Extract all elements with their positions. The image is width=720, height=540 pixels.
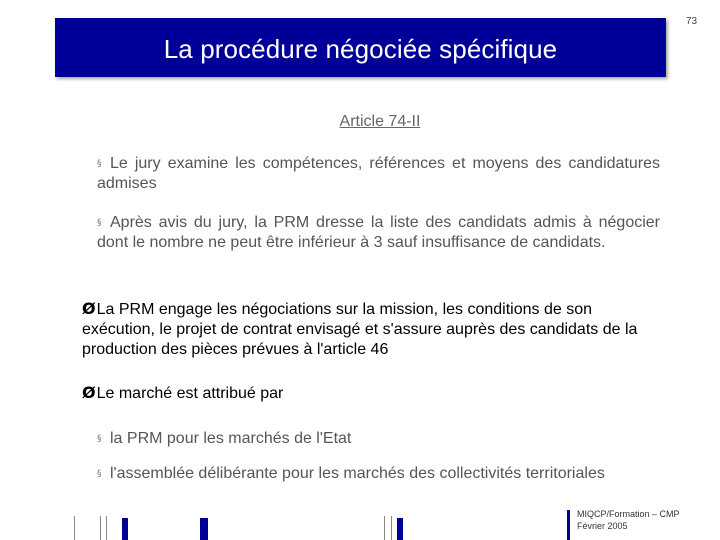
footer-organisation: MIQCP/Formation – CMP xyxy=(577,509,680,519)
page-number: 73 xyxy=(686,16,698,27)
sub-bullet-state-markets xyxy=(97,429,660,449)
section-bullet-icon: § xyxy=(97,434,102,444)
sub-bullet-jury-examines xyxy=(97,154,660,194)
section-bullet-icon: § xyxy=(97,469,102,479)
section-bullet-icon: § xyxy=(97,159,102,169)
footer-divider xyxy=(384,516,385,540)
sub-bullet-local-authorities xyxy=(97,464,660,484)
footer-date: Février 2005 xyxy=(577,521,628,531)
section-bullet-icon: § xyxy=(97,218,102,228)
main-bullet-negotiations xyxy=(82,299,660,360)
main-bullet-text: La PRM engage les négociations sur la mission, les conditions de son exécution, le projet de contrat envisagé et s'assure auprès des candidats de la production des pièces prévues à l'article 46 xyxy=(82,301,638,358)
main-bullet-awarded-by xyxy=(82,383,660,404)
sub-bullet-text: Après avis du jury, la PRM dresse la liste des candidats admis à négocier dont le nombre ne peut être inférieur à 3 sauf insuffisance de candidats. xyxy=(97,214,660,251)
sub-bullet-text: l'assemblée délibérante pour les marchés des collectivités territoriales xyxy=(110,465,605,482)
footer-accent-block xyxy=(397,518,403,540)
footer-divider xyxy=(100,516,101,540)
sub-bullet-after-jury xyxy=(97,213,660,253)
footer-accent-block xyxy=(200,518,208,540)
footer-divider xyxy=(391,516,392,540)
footer-divider xyxy=(74,516,75,540)
arrow-bullet-icon: Ø xyxy=(82,383,96,402)
arrow-bullet-icon: Ø xyxy=(82,299,96,318)
sub-bullet-text: Le jury examine les compétences, références et moyens des candidatures admises xyxy=(97,155,660,192)
title-banner xyxy=(55,18,666,77)
main-bullet-text: Le marché est attribué par xyxy=(96,385,284,402)
sub-bullet-text: la PRM pour les marchés de l'Etat xyxy=(110,430,352,447)
footer-accent-block xyxy=(567,510,570,540)
slide-title: La procédure négociée spécifique xyxy=(163,34,558,64)
article-reference: Article 74-II xyxy=(339,113,421,130)
footer-credits xyxy=(577,508,680,532)
footer-accent-block xyxy=(122,518,128,540)
footer-divider xyxy=(106,516,107,540)
